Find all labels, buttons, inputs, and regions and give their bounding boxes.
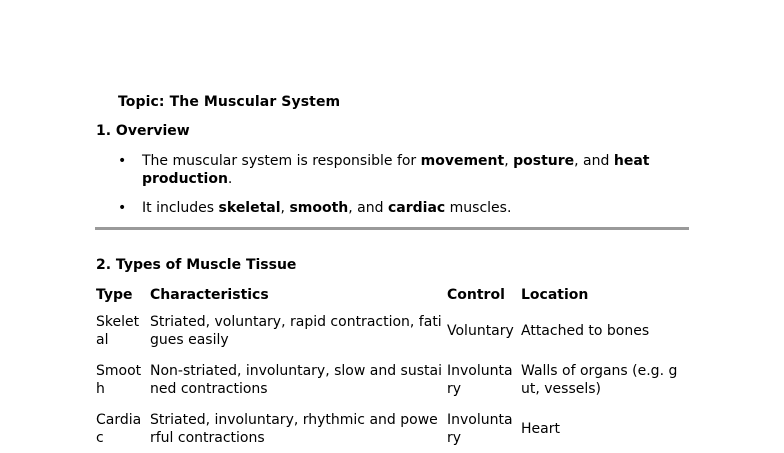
topic-title: Topic: The Muscular System xyxy=(118,94,341,110)
column-header-location: Location xyxy=(521,287,589,303)
section-divider xyxy=(95,227,689,230)
bullet-icon: • xyxy=(118,200,127,216)
overview-heading: 1. Overview xyxy=(96,123,190,139)
cell-location: Attached to bones xyxy=(521,322,650,339)
muscle-tissue-table xyxy=(94,284,684,453)
column-header-type: Type xyxy=(96,287,133,303)
cell-type: Smooth xyxy=(96,362,142,397)
overview-bullet-1: • The muscular system is responsible for movement, posture, and heat production. xyxy=(118,153,650,187)
cell-type: Skeletal xyxy=(96,313,140,348)
cell-characteristics: Striated, involuntary, rhythmic and powerful contractions xyxy=(150,411,438,446)
cell-characteristics: Non-striated, involuntary, slow and sustained contractions xyxy=(150,362,442,397)
cell-control: Involuntary xyxy=(447,411,513,446)
table-row xyxy=(94,355,684,404)
types-heading: 2. Types of Muscle Tissue xyxy=(96,257,297,273)
cell-location: Walls of organs (e.g. gut, vessels) xyxy=(521,362,678,397)
table-header-row xyxy=(94,284,684,306)
cell-type: Cardiac xyxy=(96,411,142,446)
column-header-characteristics: Characteristics xyxy=(150,287,269,303)
column-header-control: Control xyxy=(447,287,505,303)
bullet-icon: • xyxy=(118,153,127,169)
cell-control: Voluntary xyxy=(447,322,514,339)
table-row xyxy=(94,404,684,453)
cell-characteristics: Striated, voluntary, rapid contraction, fatigues easily xyxy=(150,313,442,348)
table-row xyxy=(94,306,684,355)
cell-control: Involuntary xyxy=(447,362,513,397)
overview-bullet-2: • It includes skeletal, smooth, and cardiac muscles. xyxy=(118,200,512,216)
cell-location: Heart xyxy=(521,420,560,437)
overview-list xyxy=(118,152,678,228)
